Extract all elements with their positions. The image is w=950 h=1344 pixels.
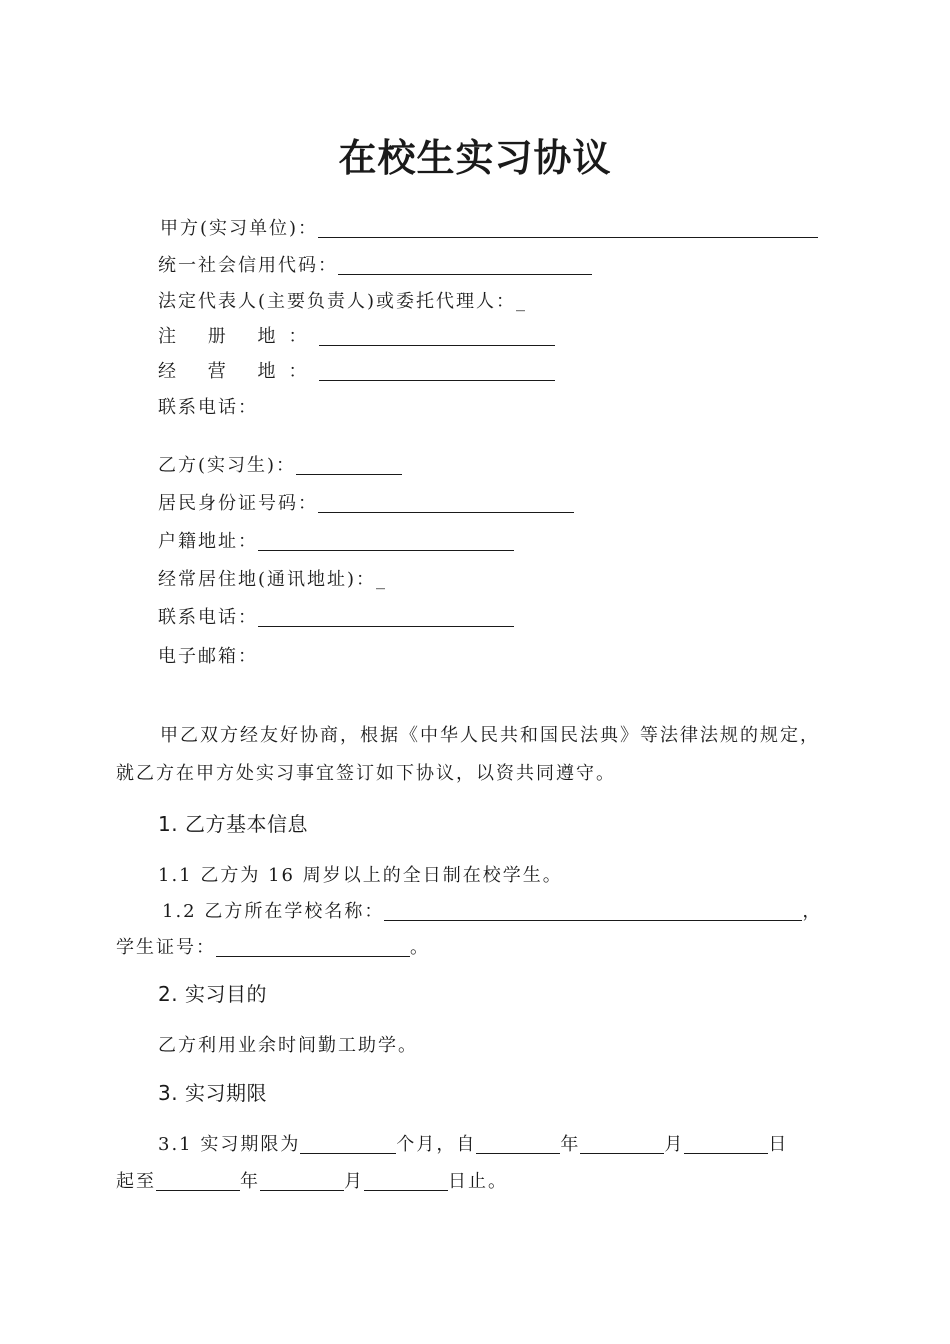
start-month-field[interactable] [580, 1133, 664, 1154]
start-day-field[interactable] [684, 1133, 768, 1154]
party-b-name-field[interactable] [296, 454, 402, 475]
from-to-label: 起至 [116, 1171, 156, 1192]
party-a-credit-code-label: 统一社会信用代码： [158, 255, 338, 276]
student-id-row [116, 935, 430, 961]
party-b-phone-field[interactable] [258, 606, 514, 627]
clause-3-1-end-row [116, 1169, 508, 1195]
party-b-email-label: 电子邮箱： [158, 646, 258, 667]
preamble-line-1: 甲乙双方经友好协商，根据《中华人民共和国民法典》等法律法规的规定， [160, 725, 820, 746]
months-field[interactable] [300, 1133, 396, 1154]
end-month-field[interactable] [260, 1170, 344, 1191]
end-year-unit: 年 [240, 1171, 260, 1192]
party-b-name-row [158, 453, 402, 479]
party-a-biz-address-field[interactable] [319, 360, 555, 381]
page-title: 在校生实习协议 [338, 136, 612, 180]
start-year-field[interactable] [476, 1133, 560, 1154]
clause-1-2-label: 1.2 乙方所在学校名称： [162, 901, 385, 922]
start-year-unit: 年 [560, 1134, 581, 1155]
clause-1-1: 1.1 乙方为 16 周岁以上的全日制在校学生。 [158, 865, 563, 886]
clause-3-1-label: 3.1 实习期限为 [158, 1134, 301, 1155]
party-b-id-number-label: 居民身份证号码： [158, 493, 318, 514]
party-b-email-row [158, 644, 258, 670]
section-1-heading: 1. 乙方基本信息 [158, 812, 308, 836]
party-a-credit-code-row [158, 253, 592, 279]
section-2-body: 乙方利用业余时间勤工助学。 [158, 1035, 418, 1056]
clause-3-1-row [158, 1132, 788, 1158]
end-month-unit: 月 [344, 1171, 364, 1192]
clause-1-2-row [162, 899, 822, 925]
party-a-phone-row [158, 395, 258, 421]
party-b-household-row [158, 529, 514, 555]
party-a-name-label: 甲方(实习单位)： [160, 218, 319, 239]
end-year-field[interactable] [156, 1170, 240, 1191]
clause-1-2-comma: ， [802, 901, 823, 922]
student-id-end: 。 [410, 937, 430, 958]
party-a-phone-label: 联系电话： [158, 397, 258, 418]
end-day-field[interactable] [364, 1170, 448, 1191]
party-b-phone-label: 联系电话： [158, 607, 258, 628]
party-a-legal-rep-row [158, 289, 527, 315]
end-day-unit: 日止。 [448, 1171, 508, 1192]
preamble-line-2: 就乙方在甲方处实习事宜签订如下协议，以资共同遵守。 [116, 763, 616, 784]
student-id-label: 学生证号： [116, 937, 216, 958]
start-day-unit: 日 [768, 1134, 789, 1155]
party-b-residence-label: 经常居住地(通讯地址)：_ [158, 569, 388, 590]
party-b-name-label: 乙方(实习生)： [158, 455, 297, 476]
section-2-heading: 2. 实习目的 [158, 982, 267, 1006]
party-a-reg-address-row [158, 324, 555, 350]
months-unit: 个月，自 [396, 1134, 477, 1155]
party-a-name-field[interactable] [318, 217, 818, 238]
party-b-id-number-field[interactable] [318, 492, 574, 513]
party-b-phone-row [158, 605, 514, 631]
party-a-reg-address-label: 注 册 地： [158, 326, 320, 347]
party-a-biz-address-label: 经 营 地： [158, 361, 320, 382]
party-a-legal-rep-label: 法定代表人(主要负责人)或委托代理人：_ [158, 291, 528, 312]
school-name-field[interactable] [384, 900, 802, 921]
start-month-unit: 月 [664, 1134, 685, 1155]
party-a-name-row [160, 216, 818, 242]
party-a-credit-code-field[interactable] [338, 254, 592, 275]
party-b-id-number-row [158, 491, 574, 517]
party-a-reg-address-field[interactable] [319, 325, 555, 346]
party-a-biz-address-row [158, 359, 555, 385]
party-b-household-field[interactable] [258, 530, 514, 551]
section-3-heading: 3. 实习期限 [158, 1081, 267, 1105]
party-b-residence-row [158, 567, 387, 593]
student-id-field[interactable] [216, 936, 410, 957]
party-b-household-label: 户籍地址： [158, 531, 258, 552]
